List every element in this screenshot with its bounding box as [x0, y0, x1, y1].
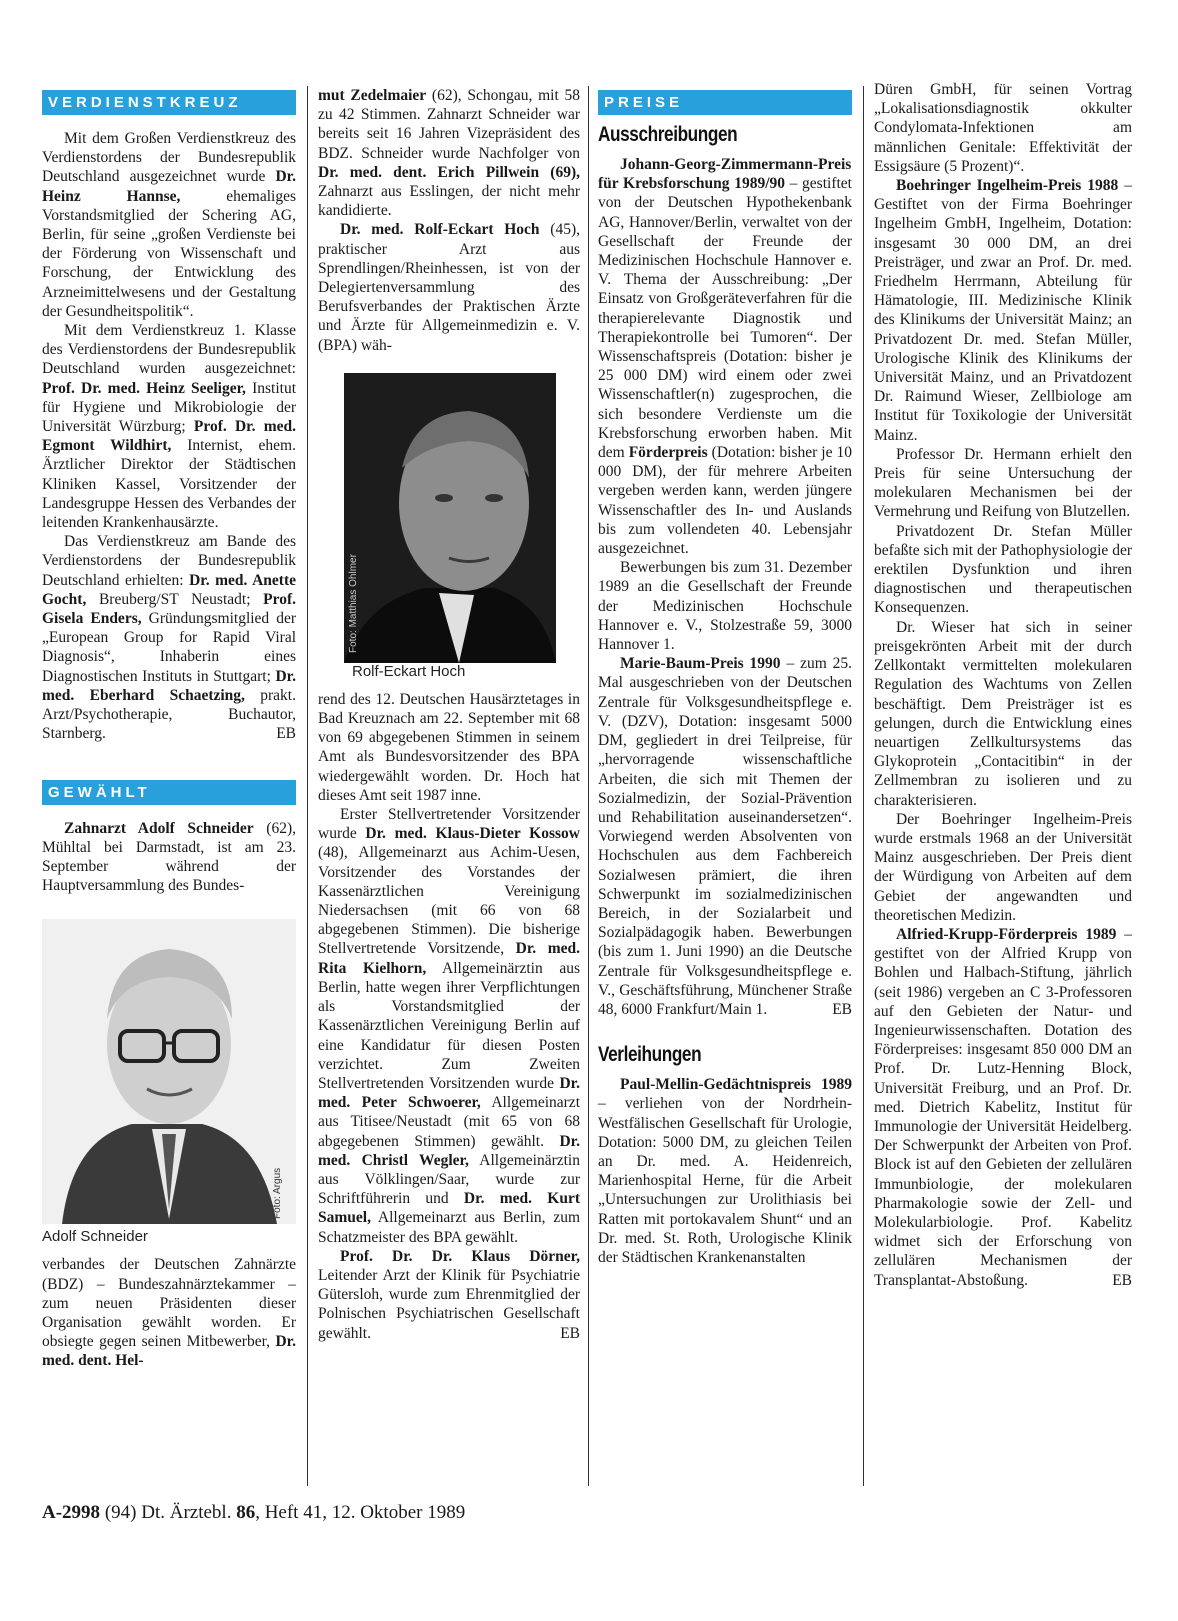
paragraph: Paul-Mellin-Gedächtnispreis 1989 – verliehen von der Nordrhein-Westfälischen Gesellschaft für Urologie, Dotation: 5000 DM, zu gleichen Teilen an Dr. med. A. Heidenreich, Marienhospital Herne, für die Arbeit „Untersuchungen zur Urolithiasis bei Ratten mit portokavalem Shunt“ und an Dr. med. St. Roth, Urologische Klinik der Städtischen Krankenanstalten — [598, 1076, 852, 1266]
paragraph: Mit dem Verdienstkreuz 1. Klasse des Verdienstordens der Bundesrepublik Deutschland wurden ausgezeichnet: Prof. Dr. med. Heinz Seeliger, Institut für Hygiene und Mikrobiologie der Universität Würzburg; Prof. Dr. med. Egmont Wildhirt, Internist, ehem. Ärztlicher Direktor der Städtischen Kliniken Kassel, Vorsitzender der Landesgruppe Hessen des Verbandes der leitenden Krankenhausärzte. — [42, 322, 296, 532]
paragraph: Prof. Dr. Dr. Klaus Dörner, Leitender Arzt der Klinik für Psychiatrie Gütersloh, wurde zum Ehrenmitglied der Polnischen Psychiatrischen Gesellschaft gewählt. EB — [318, 1247, 580, 1342]
paragraph: Der Boehringer Ingelheim-Preis wurde erstmals 1968 an der Universität Mainz ausgeschrieben. Der Preis dient der Würdigung von Arbeiten auf dem Gebiet der angewandten und theoretischen Medizin. — [874, 810, 1132, 924]
paragraph: Dr. med. Rolf-Eckart Hoch (45), praktischer Arzt aus Sprendlingen/Rheinhessen, ist von der Delegiertenversammlung des Berufsverbandes der Praktischen Ärzte und Ärzte für Allgemeinmedizin e. V. (BPA) wäh- — [318, 221, 581, 354]
signature: EB — [832, 1000, 852, 1018]
page-number: A-2998 — [42, 1502, 101, 1523]
column-4 — [874, 80, 1132, 1290]
column-rule — [588, 86, 589, 1486]
section-banner-gewaehlt: GEWÄHLT — [42, 780, 296, 805]
signature: EB — [560, 1324, 580, 1342]
paragraph: Professor Dr. Hermann erhielt den Preis für seine Untersuchung der molekularen Mechanismen bei der Vermehrung und Reifung von Blutzellen. — [874, 445, 1132, 521]
paragraph: Privatdozent Dr. Stefan Müller befaßte sich mit der Pathophysiologie der erektilen Dysfunktion und ihren diagnostischen und therapeutischen Konsequenzen. — [874, 522, 1132, 617]
paragraph: Boehringer Ingelheim-Preis 1988 – Gestiftet von der Firma Boehringer Ingelheim GmbH, Ingelheim, Dotation: insgesamt 30 000 DM, an drei Preisträger, und zwar an Prof. Dr. med. Friedhelm Herrmann, Abteilung für Hämatologie, III. Medizinische Klinik des Klinikums der Universität Mainz; an Privatdozent Dr. med. Stefan Müller, Urologische Klinik des Klinikums der Universität Mainz, und an Privatdozent Dr. Raimund Wieser, Zellbiologe am Institut für Toxikologie der Universität Mainz. — [874, 177, 1132, 444]
paragraph: Dr. Wieser hat sich in seiner preisgekrönten Arbeit mit der durch Zellkontakt vermittelten molekularen Regulation des Wachtums von Zellen beschäftigt. Dem Preisträger ist es gelungen, durch die Entwicklung eines neuartigen Zellkultursystems das Glykoprotein „Contacitibin“ in der Zellmembran zu isolieren und zu charakterisieren. — [874, 618, 1132, 809]
paragraph: Marie-Baum-Preis 1990 – zum 25. Mal ausgeschrieben von der Deutschen Zentrale für Volksgesundheitspflege e. V. (DZV), Dotation: insgesamt 5000 DM, gegliedert in drei Teilpreise, für „hervorragende wissenschaftliche Arbeiten, die sich mit Themen der Sozialmedizin, der Sozial-Prävention und Rehabilitation auseinandersetzen“. Vorwiegend werden Absolventen von Hochschulen aus dem Fachbereich Sozialwesen prämiert, die ihren Schwerpunkt im sozialmedizinischen Bereich, in der Sozialarbeit und Sozialpädagogik haben. Bewerbungen (bis zum 1. Juni 1990) an die Deutsche Zentrale für Volksgesundheitspflege e. V., Geschäftsführung, Münchener Straße 48, 6000 Frankfurt/Main 1. EB — [598, 655, 852, 1018]
portrait-photo-hoch — [344, 373, 556, 663]
section-heading-verleihungen: Verleihungen — [598, 1043, 702, 1067]
volume-number: 86 — [236, 1502, 256, 1523]
column-3 — [598, 86, 852, 1267]
paragraph: mut Zedelmaier (62), Schongau, mit 58 zu 42 Stimmen. Zahnarzt Schneider war bereits seit 16 Jahren Vizepräsident des BDZ. Schneider wurde Nachfolger von Dr. med. dent. Erich Pillwein (69), Zahnarzt aus Esslingen, der nicht mehr kandidierte. — [318, 87, 580, 220]
paragraph: Johann-Georg-Zimmermann-Preis für Krebsforschung 1989/90 – gestiftet von der Deutschen Hypothekenbank AG, Hannover/Berlin, verwaltet von der Gesellschaft der Freunde der Medizinischen Hochschule Hannover e. V. Thema der Ausschreibung: „Der Einsatz von Großgeräteverfahren für die therapierelevante Diagnostik und Therapiekontrolle bei Tumoren“. Der Wissenschaftspreis (Dotation: bisher je 25 000 DM) wird einem oder zwei Wissenschaftler(n) zugesprochen, die sich besondere Verdienste um die Krebsforschung erworben haben. Mit dem Förderpreis (Dotation: bisher je 10 000 DM), der für mehrere Arbeiten vergeben werden kann, werden jüngere Wissenschaftler des In- und Auslands bis zum vollendeten 40. Lebensjahr ausgezeichnet. — [598, 156, 853, 558]
column-2 — [318, 86, 580, 1343]
paragraph: Düren GmbH, für seinen Vortrag „Lokalisationsdiagnostik okkulter Condylomata-Infektionen am männlichen Genitale: Effektivität der Essigsäure (5 Prozent)“. — [874, 81, 1132, 175]
portrait-image — [344, 373, 556, 663]
paragraph: Bewerbungen bis zum 31. Dezember 1989 an die Gesellschaft der Freunde der Medizinischen Hochschule Hannover e. V., Stolzestraße 59, 3000 Hannover 1. — [598, 559, 852, 654]
paragraph: verbandes der Deutschen Zahnärzte (BDZ) – Bundeszahnärztekammer – zum neuen Präsidenten dieser Organisation gewählt worden. Er obsiegte gegen seinen Mitbewerber, Dr. med. dent. Hel- — [42, 1256, 296, 1370]
photo-credit: Foto: Matthias Ohlmer — [348, 553, 359, 653]
portrait-photo-schneider — [42, 919, 296, 1224]
paragraph: Mit dem Großen Verdienstkreuz des Verdienstordens der Bundesrepublik Deutschland ausgezeichnet wurde Dr. Heinz Hannse, ehemaliges Vorstandsmitglied der Schering AG, Berlin, für seine „großen Verdienste bei der Förderung von Wissenschaft und Forschung, der Entwicklung des Arzneimittelwesens und der Gestaltung der Gesundheitspolitik“. — [42, 130, 296, 320]
paragraph: rend des 12. Deutschen Hausärztetages in Bad Kreuznach am 22. September mit 68 von 69 abgegebenen Stimmen in seinem Amt als Bundesvorsitzender des BPA wiedergewählt worden. Dr. Hoch hat dieses Amt seit 1987 inne. — [318, 690, 580, 804]
section-banner-preise: PREISE — [598, 90, 852, 115]
photo-credit: Foto: Argus — [272, 1168, 283, 1220]
paragraph: Erster Stellvertretender Vorsitzender wurde Dr. med. Klaus-Dieter Kossow (48), Allgemeinarzt aus Achim-Uesen, Vorsitzender des Vorstandes der Kassenärztlichen Vereinigung Niedersachsen (mit 66 von 68 abgegebenen Stimmen). Die bisherige Stellvertretende Vorsitzende, Dr. med. Rita Kielhorn, Allgemeinärztin aus Berlin, hatte wegen ihrer Verpflichtungen als Vorstandsmitglied der Kassenärztlichen Vereinigung Berlin auf eine Kandidatur für diesen Posten verzichtet. Zum Zweiten Stellvertretenden Vorsitzenden wurde Dr. med. Peter Schwoerer, Allgemeinarzt aus Titisee/Neustadt (mit 65 von 68 abgegebenen Stimmen) gewählt. Dr. med. Christl Wegler, Allgemeinärztin aus Völklingen/Saar, wurde zur Schriftführerin und Dr. med. Kurt Samuel, Allgemeinarzt aus Berlin, zum Schatzmeister des BPA gewählt. — [318, 806, 581, 1246]
column-rule — [307, 86, 308, 1486]
paragraph: Zahnarzt Adolf Schneider (62), Mühltal bei Darmstadt, ist am 23. September während der Hauptversammlung des Bundes- — [42, 819, 297, 895]
photo-caption: Rolf-Eckart Hoch — [352, 663, 580, 680]
signature: EB — [1112, 1271, 1132, 1289]
signature: EB — [276, 725, 296, 743]
column-1 — [42, 86, 296, 1371]
page-footer: A-2998 (94) Dt. Ärztebl. 86, Heft 41, 12. Oktober 1989 — [42, 1502, 466, 1523]
paragraph: Das Verdienstkreuz am Bande des Verdienstordens der Bundesrepublik Deutschland erhielten: Dr. med. Anette Gocht, Breuberg/ST Neustadt; Prof. Gisela Enders, Gründungsmitglied der „European Group for Rapid Viral Diagnosis“, Inhaberin eines Diagnostischen Instituts in Stuttgart; Dr. med. Eberhard Schaetzing, prakt. Arzt/Psychotherapie, Buchautor, Starnberg. EB — [42, 533, 297, 743]
section-banner-verdienstkreuz: VERDIENSTKREUZ — [42, 90, 296, 115]
column-rule — [863, 86, 864, 1486]
portrait-image — [42, 919, 296, 1224]
photo-caption: Adolf Schneider — [42, 1228, 148, 1246]
section-heading-ausschreibungen: Ausschreibungen — [598, 123, 738, 146]
paragraph: Alfried-Krupp-Förderpreis 1989 – gestiftet von der Alfried Krupp von Bohlen und Halbach-Stiftung, jährlich (seit 1986) vergeben an C 3-Professoren auf den Gebieten der Natur- und Ingenieurwissenschaften. Dotation des Förderpreises: insgesamt 850 000 DM an Prof. Dr. Lutz-Henning Block, Universität Freiburg, und an Prof. Dr. med. Dietrich Kabelitz, Institut für Immunologie der Universität Heidelberg. Der Schwerpunkt der Arbeiten von Prof. Block ist auf den Gebieten der zellulären Immunbiologie, der molekularen Pharmakologie sowie der Zell- und Molekularbiologie. Prof. Kabelitz widmet sich der Erforschung von zellulären Mechanismen der Transplantat-Abstoßung. EB — [874, 925, 1133, 1289]
